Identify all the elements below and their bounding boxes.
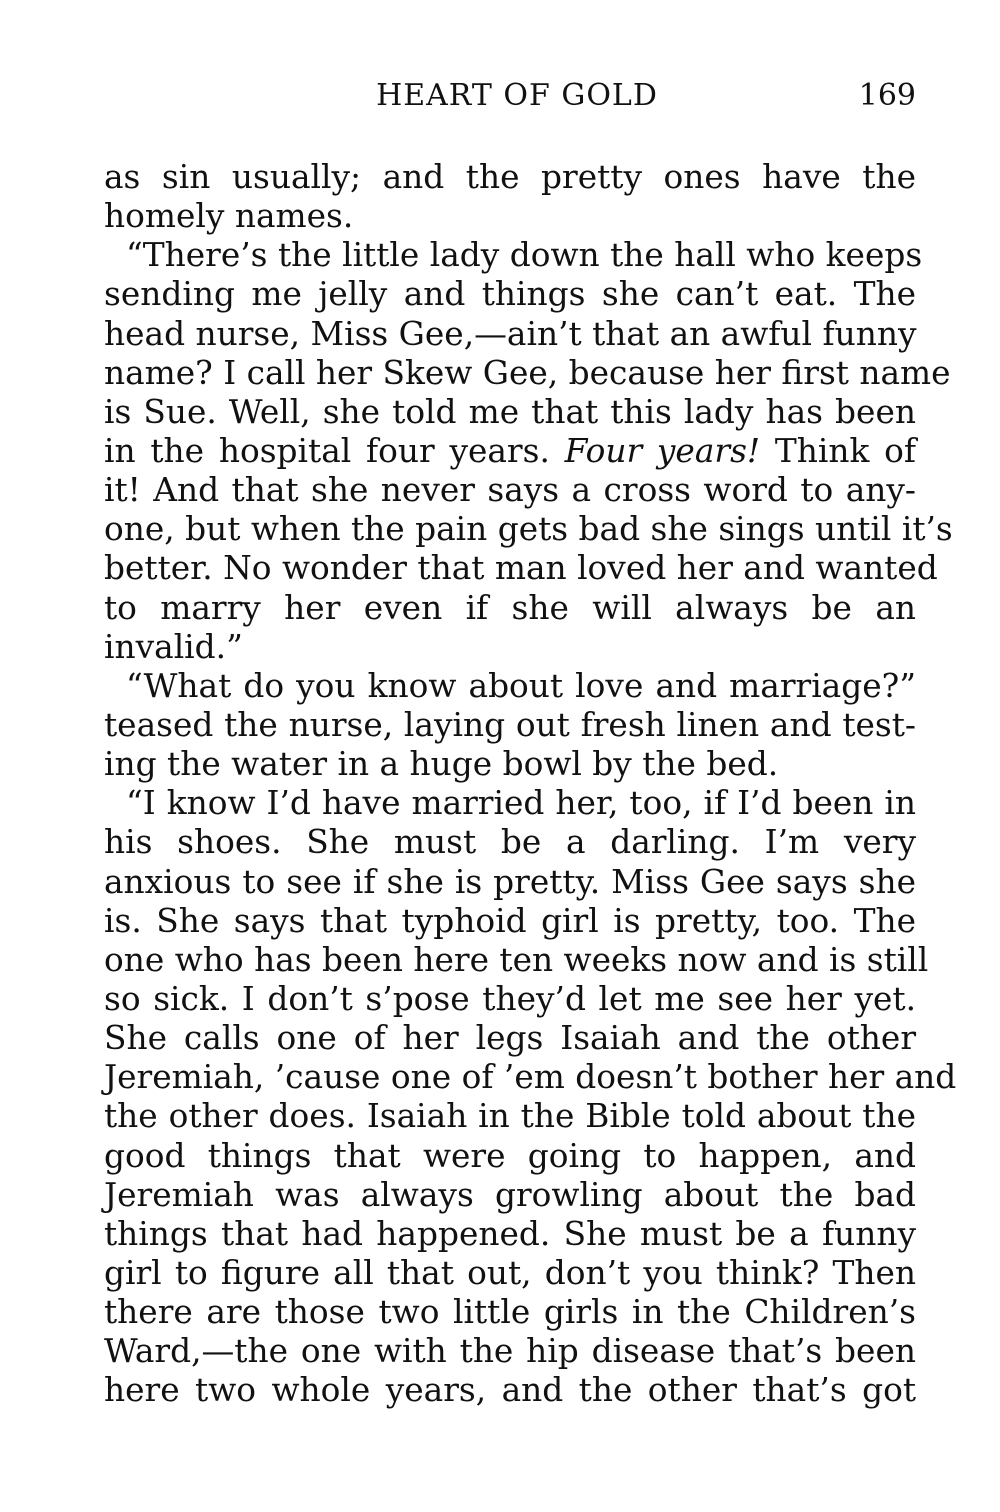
text-line: “I know I’d have married her, too, if I’d been in (126, 784, 916, 823)
text-line: Jeremiah was always growling about the bad (104, 1175, 916, 1214)
text-line: girl to figure all that out, don’t you think? Then (104, 1253, 916, 1292)
text-line: is Sue. Well, she told me that this lady has been (104, 392, 916, 431)
text-line: one who has been here ten weeks now and is still (104, 940, 929, 979)
text-line: ing the water in a huge bowl by the bed. (104, 745, 779, 784)
text-line: better. No wonder that man loved her and wanted (104, 549, 938, 588)
text-line: the other does. Isaiah in the Bible told about the (104, 1097, 916, 1136)
text-line: head nurse, Miss Gee,—ain’t that an awful funny (104, 314, 917, 353)
text-line: there are those two little girls in the Children’s (104, 1293, 916, 1332)
text-line: sending me jelly and things she can’t eat. The (104, 275, 916, 314)
text-line (104, 432, 916, 471)
text-line: good things that were going to happen, and (104, 1136, 916, 1175)
text-line: it! And that she never says a cross word to any- (104, 471, 916, 510)
text-line: one, but when the pain gets bad she sings until it’s (104, 510, 953, 549)
page-number: 169 (858, 78, 916, 113)
text-line: “There’s the little lady down the hall who keeps (126, 236, 923, 275)
text-line: his shoes. She must be a darling. I’m very (104, 823, 916, 862)
text-line: “What do you know about love and marriage?” (126, 666, 916, 705)
body-text (104, 158, 957, 1411)
text-line: to marry her even if she will always be an (104, 588, 916, 627)
text-line: teased the nurse, laying out fresh linen and test- (104, 705, 916, 744)
running-title: HEART OF GOLD (376, 78, 658, 113)
text-line: here two whole years, and the other that’s got (104, 1371, 916, 1410)
text-line: invalid.” (104, 627, 243, 666)
text-line: as sin usually; and the pretty ones have the (104, 158, 916, 196)
text-line: so sick. I don’t s’pose they’d let me see her yet. (104, 979, 916, 1018)
text-line: is. She says that typhoid girl is pretty, too. The (104, 901, 916, 940)
text-segment: in the hospital four years. (104, 431, 550, 470)
emphasis-text: Four years! (564, 431, 761, 470)
text-line: things that had happened. She must be a funny (104, 1214, 916, 1253)
text-line: Jeremiah, ’cause one of ’em doesn’t bother her and (104, 1058, 957, 1097)
text-line: Ward,—the one with the hip disease that’s been (104, 1332, 916, 1371)
text-line: name? I call her Skew Gee, because her first name (104, 353, 951, 392)
running-head (104, 78, 916, 118)
text-segment: Think of (774, 431, 916, 470)
text-line: She calls one of her legs Isaiah and the other (104, 1019, 916, 1058)
text-line: anxious to see if she is pretty. Miss Gee says she (104, 862, 916, 901)
text-line: homely names. (104, 197, 354, 236)
